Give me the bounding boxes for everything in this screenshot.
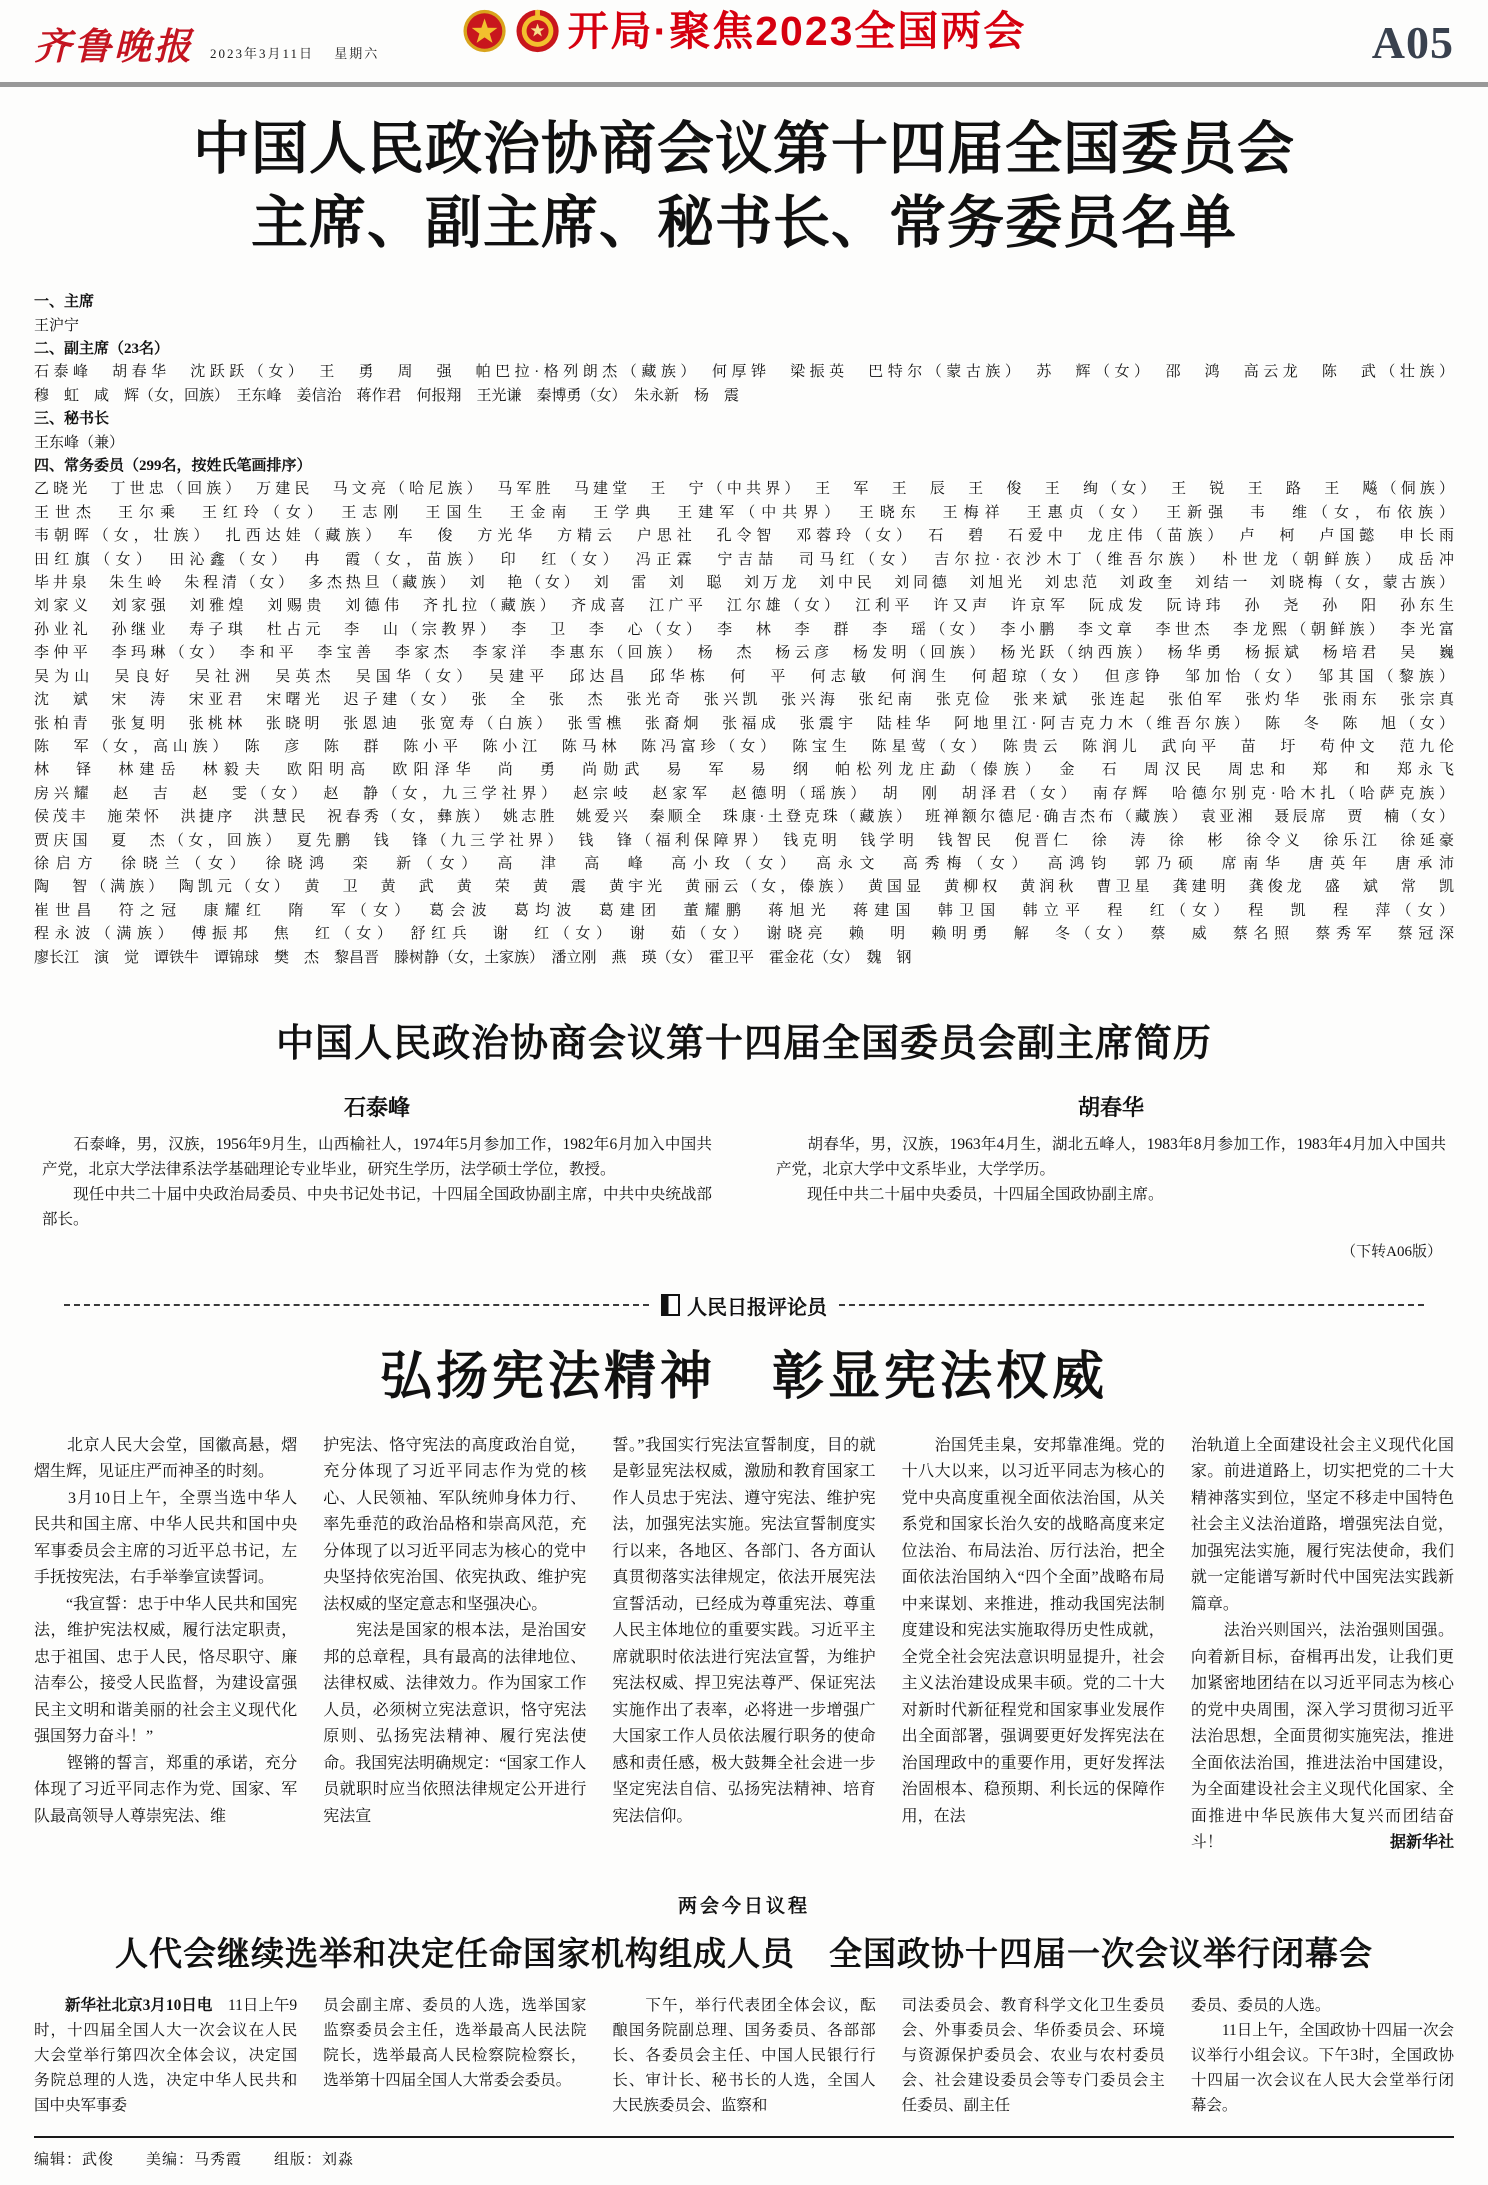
name-list-line: 二、副主席（23名） [34,341,170,357]
paragraph-text: 11日上午9时，十四届全国人大一次会议在人民大会堂举行第四次全体会议，决定国务院总理的人选，决定中华人民共和国中央军事委 [34,1996,298,2114]
agenda-column [902,1993,1165,2118]
bio-columns [42,1083,1446,1232]
issue-date-text: 2023年3月11日 [210,46,315,61]
paragraph-text: 誓。”我国实行宪法宣誓制度，目的就是彰显宪法权威，激励和教育国家工作人员忠于宪法、遵守宪法、维护宪法，加强宪法实施。宪法宣誓制度实行以来，各地区、各部门、各方面认真贯彻落实法律规定，依法开展宪法宣誓活动，已经成为尊重宪法、尊重人民主体地位的重要实践。习近平主席就职时依法进行宪法宣誓，为维护宪法权威、捍卫宪法尊严、保证宪法实施作出了表率，必将进一步增强广大国家工作人员依法履行职务的使命感和责任感，极大鼓舞全社会进一步坚定宪法自信、弘扬宪法精神、培育宪法信仰。 [612,1436,876,1825]
name-list-line: 一、主席 [34,294,95,311]
name-list-line: 三、秘书长 [34,411,110,428]
commentary-paragraph [323,1618,586,1830]
agenda-paragraph [1191,2018,1454,2118]
namelist-article [0,113,1488,970]
commentary-columns [34,1433,1454,1857]
paragraph-text: 护宪法、恪守宪法的高度政治自觉，充分体现了习近平同志作为党的核心、人民领袖、军队统帅身体力行、率先垂范的政治品格和崇高风范，充分体现了以习近平同志为核心的党中央坚持依宪治国、依宪执政、维护宪法权威的坚定意志和坚强决心。 [323,1436,587,1613]
paragraph-text: 法治兴则国兴，法治强则国强。向着新目标，奋楫再出发，让我们更加紧密地团结在以习近平同志为核心的党中央周围，深入学习贯彻习近平法治思想，全面贯彻实施宪法，推进全面依法治国，推进法治中国建设，为全面建设社会主义现代化国家、全面推进中华民族伟大复兴而团结奋斗！ [1190,1622,1455,1852]
agenda-paragraph [323,1993,586,2093]
paragraph-text: 铿锵的誓言，郑重的承诺，充分体现了习近平同志作为党、国家、军队最高领导人尊崇宪法、维 [34,1754,298,1825]
paragraph-text: 员会副主席、委员的人选，选举国家监察委员会主任，选举最高人民法院院长，选举最高人民检察院检察长，选举第十四届全国人大常委会委员。 [323,1996,587,2089]
agenda-article [0,1891,1488,2118]
issue-date [210,43,379,66]
commentary-article [0,1291,1488,1857]
agenda-columns [34,1993,1454,2118]
name-list-line: 侯茂丰 施荣怀 洪捷序 洪慧民 祝春秀（女，彝族） 姚志胜 姚爱兴 秦顺全 珠康·土登克珠（藏族） 班禅额尔德尼·确吉杰布（藏族） 袁亚湘 聂辰席 贾 楠（女） [34,809,1454,826]
kicker-dash-left [64,1304,649,1306]
banner-title: 开局·聚焦2023全国两会 [567,7,1027,54]
name-list-line: 毕井泉 朱生岭 朱程清（女） 多杰热旦（藏族） 刘 艳（女） 刘 雷 刘 聪 刘万龙 刘中民 刘同德 刘旭光 刘忠范 刘政奎 刘结一 刘晓梅（女，蒙古族） [34,575,1454,592]
name-list-line: 韦朝晖（女，壮族） 扎西达娃（藏族） 车 俊 方光华 方精云 户思社 孔令智 邓蓉玲（女） 石 碧 石爱中 龙庄伟（苗族） 卢 柯 卢国懿 申长雨 [34,528,1454,545]
continuation-note: （下转A06版） [1341,1243,1442,1260]
agenda-headline: 人代会继续选举和决定任命国家机构组成人员 全国政协十四届一次会议举行闭幕会 [115,1936,1373,1973]
name-list-line: 林 铎 林建岳 林毅夫 欧阳明高 欧阳泽华 尚 勇 尚勋武 易 军 易 纲 帕松列龙庄勐（傣族） 金 石 周汉民 周忠和 郑 和 郑永飞 [34,762,1454,779]
national-emblem-icon [462,8,508,54]
commentary-paragraph [34,1751,297,1831]
kicker-dash-right [839,1304,1424,1306]
bio-paragraph: 胡春华，男，汉族，1963年4月生，湖北五峰人，1983年8月参加工作，1983年4月加入中国共产党，北京大学中文系毕业，大学学历。 [776,1135,1446,1178]
bio-paragraph: 石泰峰，男，汉族，1956年9月生，山西榆社人，1974年5月参加工作，1982年6月加入中国共产党，北京大学法律系法学基础理论专业毕业，研究生学历，法学硕士学位，教授。 [42,1135,712,1178]
name-list-line: 四、常务委员（299名，按姓氏笔画排序） [34,458,312,475]
name-list-line: 房兴耀 赵 吉 赵 雯（女） 赵 静（女，九三学社界） 赵宗岐 赵家军 赵德明（瑶族） 胡 刚 胡泽君（女） 南存辉 哈德尔别克·哈木扎（哈萨克族） [34,785,1454,802]
agenda-paragraph [612,1993,875,2118]
namelist-title-line2: 主席、副主席、秘书长、常务委员名单 [251,192,1237,256]
name-list-line: 王沪宁 [34,317,80,334]
agenda-paragraph [1191,1993,1454,2018]
name-list-line: 廖长江 演 觉 谭铁牛 谭锦球 樊 杰 黎昌晋 滕树静（女，土家族） 潘立刚 燕 瑛（女） 霍卫平 霍金花（女） 魏 钢 [34,949,912,966]
page-footer [34,2136,1454,2169]
bio-paragraph: 现任中共二十届中央委员，十四届全国政协副主席。 [776,1185,1164,1203]
header-rule [0,82,1488,87]
page-number: A05 [1371,17,1454,68]
bio-body [776,1132,1446,1207]
name-list-line: 徐启方 徐晓兰（女） 徐晓鸿 栾 新（女） 高 津 高 峰 高小玫（女） 高永文 高秀梅（女） 高鸿钧 郭乃硕 席南华 唐英年 唐承沛 [34,855,1454,872]
banner [462,8,1027,54]
paragraph-text: 11日上午，全国政协十四届一次会议举行小组会议。下午3时，全国政协十四届一次会议在人民大会堂举行闭幕会。 [1190,2021,1455,2114]
bio-column [776,1083,1446,1232]
agenda-paragraph [34,1993,297,2118]
issue-weekday: 星期六 [334,46,380,61]
commentary-headline: 弘扬宪法精神 彰显宪法权威 [379,1348,1108,1406]
newspaper-icon [661,1294,680,1316]
name-list-line: 李仲平 李玛琳（女） 李和平 李宝善 李家杰 李家洋 李惠东（回族） 杨 杰 杨云彦 杨发明（回族） 杨光跃（纳西族） 杨华勇 杨振斌 杨培君 吴 巍 [34,645,1454,662]
name-list-line: 程永波（满族） 傅振邦 焦 红（女） 舒红兵 谢 红（女） 谢 茹（女） 谢晓亮 赖 明 赖明勇 解 冬（女） 蔡 威 蔡名照 蔡秀军 蔡冠深 [34,926,1454,943]
paragraph-text: “我宣誓：忠于中华人民共和国宪法，维护宪法权威，履行法定职责，忠于祖国、忠于人民，恪尽职守、廉洁奉公，接受人民监督，为建设富强民主文明和谐美丽的社会主义现代化强国努力奋斗！” [34,1595,298,1746]
bio-column [42,1083,712,1232]
name-list-line: 王东峰（兼） [34,434,125,451]
name-list-line: 贾庆国 夏 杰（女，回族） 夏先鹏 钱 锋（九三学社界） 钱 锋（福利保障界） 钱克明 钱学明 钱智民 倪晋仁 徐 涛 徐 彬 徐令义 徐乐江 徐延豪 [34,832,1454,849]
commentary-column [902,1433,1165,1857]
agenda-kicker: 两会今日议程 [677,1895,810,1917]
commentary-paragraph [34,1433,297,1486]
commentary-kicker [64,1291,1424,1320]
footer-credits: 编辑：武俊 美编：马秀霞 组版：刘淼 [34,2152,355,2168]
name-list-line: 陶 智（满族） 陶凯元（女） 黄 卫 黄 武 黄 荣 黄 震 黄宇光 黄丽云（女，傣族） 黄国显 黄柳权 黄润秋 曹卫星 龚建明 龚俊龙 盛 斌 常 凯 [34,879,1454,896]
name-list-line: 乙晓光 丁世忠（回族） 万建民 马文亮（哈尼族） 马军胜 马建堂 王 宁（中共界） 王 军 王 辰 王 俊 王 绚（女） 王 锐 王 路 王 飚（侗族） [34,481,1454,498]
commentary-paragraph [1191,1433,1454,1619]
paragraph-text: 治国凭圭臬，安邦靠准绳。党的十八大以来，以习近平同志为核心的党中央高度重视全面依法治国，从关系党和国家长治久安的战略高度来定位法治、布局法治、厉行法治，把全面依法治国纳入“四个全面”战略布局中来谋划、来推进，推动我国宪法制度建设和宪法实施取得历史性成就，全党全社会宪法意识明显提升，社会主义法治建设成果丰硕。党的二十大对新时代新征程党和国家事业发展作出全面部署，强调要更好发挥宪法在治国理政中的重要作用，更好发挥法治固根本、稳预期、利长远的保障作用，在法 [901,1436,1165,1825]
paragraph-text: 委员、委员的人选。 [1190,1996,1331,2014]
kicker-label: 人民日报评论员 [687,1296,827,1319]
cppcc-emblem-icon [515,8,561,54]
commentary-column [323,1433,586,1857]
name-list-line: 孙业礼 孙继业 寿子琪 杜占元 李 山（宗教界） 李 卫 李 心（女） 李 林 李 群 李 瑶（女） 李小鹏 李文章 李世杰 李龙熙（朝鲜族） 李光富 [34,621,1454,638]
name-list-line: 陈 军（女，高山族） 陈 彦 陈 群 陈小平 陈小江 陈马林 陈冯富珍（女） 陈宝生 陈星莺（女） 陈贵云 陈润儿 武向平 苗 圩 苟仲文 范九伦 [34,738,1454,755]
commentary-paragraph [902,1433,1165,1831]
name-list-line: 石泰峰 胡春华 沈跃跃（女） 王 勇 周 强 帕巴拉·格列朗杰（藏族） 何厚铧 梁振英 巴特尔（蒙古族） 苏 辉（女） 邵 鸿 高云龙 陈 武（壮族） [34,364,1454,381]
page-header [0,0,1488,72]
commentary-paragraph [34,1486,297,1592]
bio-body [42,1132,712,1232]
bio-person-name: 胡春华 [1077,1094,1144,1120]
paragraph-text: 北京人民大会堂，国徽高悬，熠熠生辉，见证庄严而神圣的时刻。 [34,1436,298,1481]
name-list [34,291,1454,970]
paragraph-text: 下午，举行代表团全体会议，酝酿国务院副总理、国务委员、各部部长、各委员会主任、中国人民银行行长、审计长、秘书长的人选，全国人大民族委员会、监察和 [612,1996,876,2114]
paragraph-lead: 新华社北京3月10日电 [34,1996,213,2014]
bio-paragraph: 现任中共二十届中央政治局委员、中央书记处书记，十四届全国政协副主席，中共中央统战部部长。 [42,1185,712,1228]
masthead-logo: 齐鲁晚报 [34,27,194,68]
commentary-paragraph [612,1433,875,1831]
paragraph-text: 治轨道上全面建设社会主义现代化国家。前进道路上，切实把党的二十大精神落实到位，坚定不移走中国特色社会主义法治道路，增强宪法自觉，加强宪法实施，履行宪法使命，我们就一定能谱写新时代中国宪法实践新篇章。 [1190,1436,1455,1613]
agenda-column [323,1993,586,2118]
name-list-line: 吴为山 吴良好 吴社洲 吴英杰 吴国华（女） 吴建平 邱达昌 邱华栋 何 平 何志敏 何润生 何超琼（女） 但彦铮 邹加怡（女） 邹其国（黎族） [34,668,1454,685]
bios-title: 中国人民政治协商会议第十四届全国委员会副主席简历 [275,1022,1212,1065]
namelist-title-line1: 中国人民政治协商会议第十四届全国委员会 [193,118,1295,181]
commentary-column [612,1433,875,1857]
bios-article [0,1012,1488,1261]
name-list-line: 王世杰 王尔乘 王红玲（女） 王志刚 王国生 王金南 王学典 王建军（中共界） 王晓东 王梅祥 王惠贞（女） 王新强 韦 维（女，布依族） [34,504,1454,521]
agenda-column [34,1993,297,2118]
commentary-paragraph [323,1433,586,1619]
name-list-line: 田红旗（女） 田沁鑫（女） 冉 霞（女，苗族） 印 红（女） 冯正霖 宁吉喆 司马红（女） 吉尔拉·衣沙木丁（维吾尔族） 朴世龙（朝鲜族） 成岳冲 [34,551,1454,568]
paragraph-text: 宪法是国家的根本法，是治国安邦的总章程，具有最高的法律地位、法律权威、法律效力。作为国家工作人员，必须树立宪法意识，恪守宪法原则、弘扬宪法精神、履行宪法使命。我国宪法明确规定：“国家工作人员就职时应当依照法律规定公开进行宪法宣 [323,1622,587,1825]
name-list-line: 沈 斌 宋 涛 宋亚君 宋曙光 迟子建（女） 张 全 张 杰 张光奇 张兴凯 张兴海 张纪南 张克俭 张来斌 张连起 张伯军 张灼华 张雨东 张宗真 [34,692,1454,709]
bio-person-name: 石泰峰 [343,1094,410,1120]
agenda-column [612,1993,875,2118]
paragraph-text: 司法委员会、教育科学文化卫生委员会、外事委员会、华侨委员会、环境与资源保护委员会、农业与农村委员会、社会建设委员会等专门委员会主任委员、副主任 [901,1996,1165,2114]
attribution: 据新华社 [1390,1834,1455,1852]
commentary-paragraph [1191,1618,1454,1857]
name-list-line: 刘家义 刘家强 刘雅煌 刘赐贵 刘德伟 齐扎拉（藏族） 齐成喜 江广平 江尔雄（女） 江利平 许又声 许京军 阮成发 阮诗玮 孙 尧 孙 阳 孙东生 [34,598,1454,615]
agenda-column [1191,1993,1454,2118]
name-list-line: 穆 虹 咸 辉（女，回族） 王东峰 姜信治 蒋作君 何报翔 王光谦 秦博勇（女） 朱永新 杨 震 [34,387,740,404]
commentary-column [34,1433,297,1857]
name-list-line: 崔世昌 符之冠 康耀红 隋 军（女） 葛会波 葛均波 葛建团 董耀鹏 蒋旭光 蒋建国 韩卫国 韩立平 程 红（女） 程 凯 程 萍（女） [34,902,1454,919]
commentary-paragraph [34,1592,297,1751]
name-list-line: 张柏青 张复明 张桃林 张晓明 张恩迪 张宽寿（白族） 张雪樵 张裔炯 张福成 张震宇 陆桂华 阿地里江·阿吉克力木（维吾尔族） 陈 冬 陈 旭（女） [34,715,1454,732]
agenda-paragraph [902,1993,1165,2118]
commentary-column [1191,1433,1454,1857]
paragraph-text: 3月10日上午，全票当选中华人民共和国主席、中华人民共和国中央军事委员会主席的习近平总书记，左手抚按宪法，右手举拳宣读誓词。 [34,1489,298,1587]
